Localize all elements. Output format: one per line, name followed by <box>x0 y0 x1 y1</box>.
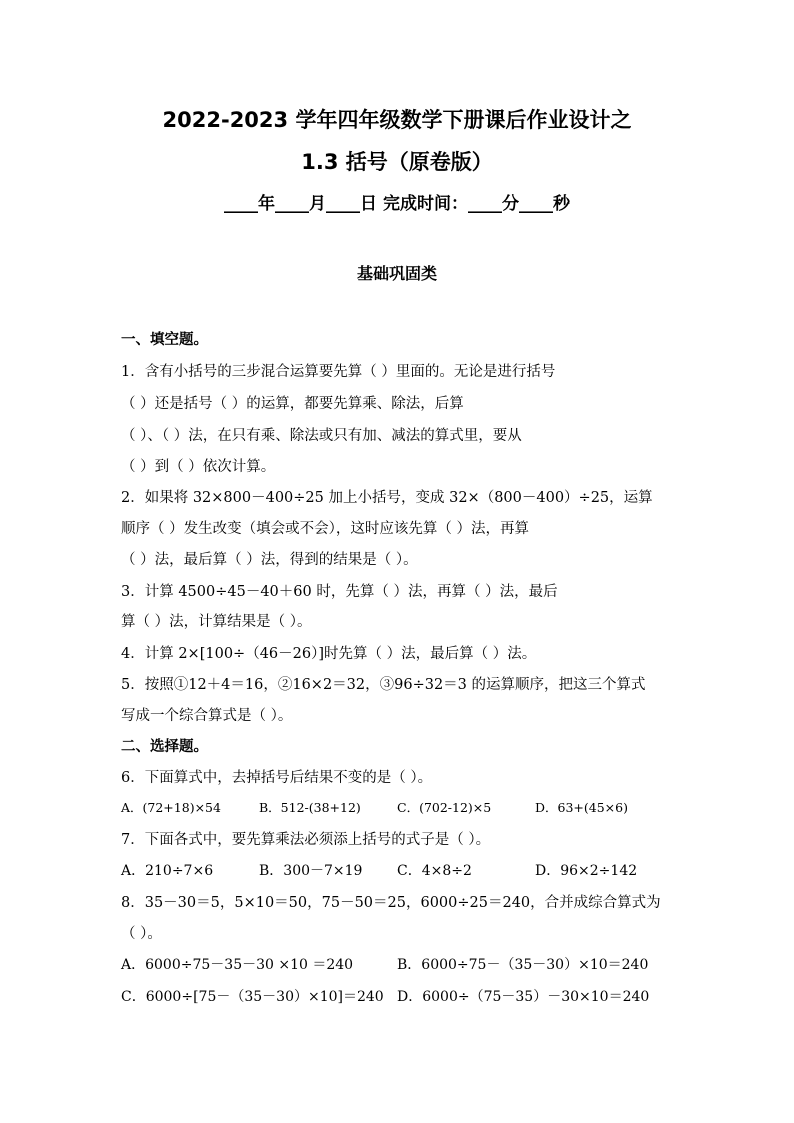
q6-option-c: C．(702-12)×5 <box>397 800 492 815</box>
fill-line-7: （ ）法，最后算（ ）法，得到的结果是（ ）。 <box>121 552 418 568</box>
date-time-line: ____年____月____日 完成时间：____分____秒 <box>224 194 570 214</box>
fill-line-5: 2．如果将 32×800－400÷25 加上小括号，变成 32×（800－400）÷25，运算 <box>121 490 653 506</box>
q6-option-b: B．512-(38+12) <box>259 800 361 815</box>
page-title: 2022-2023 学年四年级数学下册课后作业设计之 <box>162 108 632 132</box>
fill-line-1: 1．含有小括号的三步混合运算要先算（ ）里面的。无论是进行括号 <box>121 364 556 380</box>
fill-line-2: （ ）还是括号（ ）的运算，都要先算乘、除法，后算 <box>121 396 464 412</box>
fill-line-4: （ ）到（ ）依次计算。 <box>121 459 276 475</box>
q8-option-d: D．6000÷（75－35）－30×10＝240 <box>397 989 650 1005</box>
section-title: 基础巩固类 <box>356 264 437 283</box>
fill-line-9: 算（ ）法，计算结果是（ ）。 <box>121 614 312 630</box>
q6-option-a: A．(72+18)×54 <box>121 800 221 815</box>
fill-line-12: 写成一个综合算式是（ ）。 <box>121 708 293 724</box>
q8-stem-line2: （ ）。 <box>121 926 162 942</box>
q6-stem: 6．下面算式中，去掉括号后结果不变的是（ ）。 <box>121 770 433 786</box>
q8-option-b: B．6000÷75－（35－30）×10＝240 <box>397 957 649 973</box>
fill-line-6: 顺序（ ）发生改变（填会或不会），这时应该先算（ ）法，再算 <box>121 521 529 537</box>
page-subtitle: 1.3 括号（原卷版） <box>301 150 493 174</box>
fill-line-3: （ ）、（ ）法，在只有乘、除法或只有加、减法的算式里，要从 <box>121 428 522 444</box>
q8-stem-line1: 8．35－30＝5，5×10＝50，75－50＝25，6000÷25＝240，合并成综合算式为 <box>121 895 661 911</box>
part2-heading: 二、选择题。 <box>121 739 208 755</box>
q7-option-d: D．96×2÷142 <box>535 863 638 879</box>
fill-line-11: 5．按照①12＋4＝16，②16×2＝32，③96÷32＝3 的运算顺序，把这三个算式 <box>121 677 646 693</box>
fill-line-8: 3．计算 4500÷45－40＋60 时，先算（ ）法，再算（ ）法，最后 <box>121 584 558 600</box>
q8-option-c: C．6000÷[75－（35－30）×10]＝240 <box>121 989 384 1005</box>
fill-line-10: 4．计算 2×[100÷（46－26）]时先算（ ）法，最后算（ ）法。 <box>121 646 537 662</box>
part1-heading: 一、填空题。 <box>121 332 208 348</box>
q8-option-a: A．6000÷75－35－30 ×10 ＝240 <box>121 957 354 973</box>
q6-option-d: D．63+(45×6) <box>535 800 628 815</box>
q7-option-a: A．210÷7×6 <box>121 863 214 879</box>
q7-option-c: C．4×8÷2 <box>397 863 472 879</box>
q7-stem: 7．下面各式中，要先算乘法必须添上括号的式子是（ ）。 <box>121 832 491 848</box>
q7-option-b: B．300－7×19 <box>259 863 363 879</box>
